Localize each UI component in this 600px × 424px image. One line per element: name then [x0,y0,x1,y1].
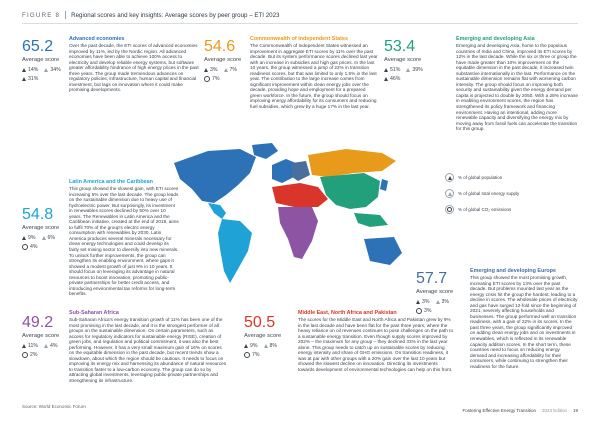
region-body: The Commonwealth of Independent States witnessed an improvement in aggregate ETI scores by 11% over the past decade. But its system performance scores declined last year with an increase in subsidies and high gas prices. In the last 10 years, the group witnessed a jump of 22% in transition readiness scores, but that was limited to only 1.5% in the last year. The contribution to the large increase comes from significant improvement within clean energy jobs over the decade, providing hope and employment for a prepared green workforce. In the future, the group should focus on improving energy affordability for its consumers and reducing fuel subsidies, which grew by a huge 17% in the last year. [250,43,378,110]
header-rule [22,23,578,24]
energy-supply-icon [224,68,228,72]
metrics-row [22,244,64,250]
co2-icon [22,77,26,81]
metric-energy-supply: 39% [412,67,423,73]
population-icon [22,344,26,348]
metric-co2: 46% [390,76,401,82]
energy-supply-icon [436,300,440,304]
figure-title: Regional scores and key insights: Average scores by peer group – ETI 2023 [71,11,280,19]
region-title: Middle East, North Africa and Pakistan [298,310,397,316]
metrics-row [416,299,458,305]
energy-supply-icon [44,344,48,348]
score-value: 49.2 [22,314,54,331]
metric-population: 51% [390,67,401,73]
metric-population: 14% [28,67,39,73]
population-icon [445,173,454,182]
source-note: Source: World Economic Forum [22,404,86,409]
co2-icon [204,76,210,82]
region-title: Sub-Saharan Africa [69,310,119,316]
figure-header [22,9,279,21]
legend-population [445,173,519,182]
metric-population: 9% [28,235,36,241]
map-asia [320,173,380,209]
region-title: Advanced economies [69,36,125,42]
map-cis [308,149,396,177]
metrics-row [244,352,288,358]
score-value: 50.5 [244,314,276,331]
energy-supply-icon [42,236,46,240]
score-panel-commonwealth [204,39,246,82]
metrics-row [22,235,64,241]
co2-icon [244,352,250,358]
average-score-label: Average score [22,57,60,63]
region-title: Emerging and developing Europe [470,268,556,274]
population-icon [384,68,388,72]
energy-supply-icon [264,344,268,348]
map-south-america [218,219,252,283]
co2-icon [22,352,28,358]
metric-co2: 31% [28,76,39,82]
map-north-america [174,149,256,203]
map-japan [380,179,388,191]
metrics-row [22,343,66,349]
co2-emissions-icon [445,205,454,214]
score-panel-mena [244,315,288,358]
metric-co2: 7% [212,76,220,82]
map-sub-saharan-africa [278,207,318,259]
energy-supply-icon [406,68,410,72]
score-panel-asia [384,39,428,82]
energy-supply-icon [445,189,454,198]
average-score-label: Average score [244,333,282,339]
legend-energy-supply [445,189,519,198]
metric-co2: 4% [30,244,38,250]
population-icon [204,68,208,72]
region-body: Emerging and developing Asia, home to the populous countries of India and China, improved its ETI scores by 12% in the last decade. While the six or three or group the have made greater than 10% improvement on the equitable dimension in the past decade, it increased twin substantive internationally in the last. Performance on the sustainable dimension remains flat with worsening carbon intensity. The group should focus on improving both security and sustainability given the energy demand per capita is projected to double by 2050. With a 28% increase in enabling environment scores, the region has strengthened its policy framework and financing environment. Having an intentional, adding more renewable capacity and diversifying the energy mix by moving away from fossil fuels can accelerate the transition for this group. [456,43,578,132]
metric-energy-supply: 8% [269,343,277,349]
metric-energy-supply: 34% [50,67,61,73]
region-advanced [69,36,199,93]
metric-population: 3% [422,299,430,305]
metric-population: 11% [28,343,38,349]
map-legend [445,173,519,214]
metrics-row [204,76,246,82]
co2-icon [22,244,28,250]
score-value: 54.8 [22,206,54,223]
map-central-america [208,203,226,219]
population-icon [244,344,248,348]
score-value: 54.6 [204,38,236,55]
map-eastern-europe [292,161,310,181]
score-panel-latam [22,207,64,250]
region-asia [456,36,578,132]
metrics-row [22,67,66,73]
score-value: 65.2 [22,38,54,55]
region-body: This group showed the slowest gain, with ETI scores increasing 5% over the last decade. The group leads on the sustainable dimension due to heavy use of hydroelectric power. But surprisingly, its investment in renewables scores declined by 50% over 10 years. The Renewables in Latin America and the Caribbean initiative, created at the end of 2019, aims to fulfil 70% of the group's electric energy consumption with renewables by 2030. Latin America produces several minerals necessary for clean energy technologies and could develop its fairly set mining sector to diversify into new minerals. To unlock further improvements, the group can strengthen its enabling environment, where gaps it showed a modest growth of just 9% in 10 years. It should focus on leveraging its advantage in natural resources to boost innovation, promoting public-private partnerships for better credit access, and introducing environmental tax reforms for long-term benefits. [69,186,179,297]
metrics-row [204,67,246,73]
legend-label: % of global total energy supply [458,191,520,196]
map-southeast-asia [354,213,388,227]
population-icon [22,236,26,240]
energy-supply-icon [44,68,48,72]
metric-energy-supply: 7% [229,67,237,73]
metric-energy-supply: 4% [50,343,58,349]
world-map [168,143,408,293]
metric-co2: 7% [252,352,260,358]
metric-co2: 2% [30,352,38,358]
score-value: 57.7 [416,270,448,287]
legend-co2-emissions [445,205,519,214]
score-panel-ssa [22,315,66,358]
metric-population: 9% [250,343,258,349]
population-icon [416,300,420,304]
region-body: Sub-Saharan Africa's energy transition growth of 11% has been one of the most promising in the last decade, and it is the strongest performer of all groups on the sustainable dimension. On certain parameters, such as access for regulatory indicators for sustainable energy (RISE), creation of green jobs, and regulation and political commitment, it was also the best performing. However, it has a very small maximum gain of 16% on scores on the equitable dimension in the past decade, but recent trends show a slowdown, about which the region should be cautious. It needs to focus on improving its energy mix and harnessing its abundance of natural resources to transition faster to a low-carbon economy. The group can do so by attracting global investments, leveraging public-private partnerships and strengthening its infrastructure. [69,317,227,384]
metric-energy-supply: 3% [441,299,449,305]
region-mena [298,310,454,372]
region-title: Commonwealth of Independent States [250,36,348,42]
average-score-label: Average score [204,57,242,63]
co2-icon [384,77,388,81]
score-panel-europe [416,271,458,314]
legend-label: % of global CO₂ emissions [458,207,512,212]
score-panel-advanced [22,39,66,82]
region-europe [470,268,578,369]
average-score-label: Average score [416,289,454,295]
metrics-row [384,76,428,82]
metric-co2: 3% [424,308,432,314]
metrics-row [384,67,428,73]
score-value: 53.4 [384,38,416,55]
metric-population: 3% [210,67,218,73]
average-score-label: Average score [22,225,60,231]
region-title: Emerging and developing Asia [456,36,535,42]
region-body: Over the past decade, the ETI scores of advanced economies improved by 11%, led by the Nordic region. All advanced economies have been able to achieve 100% access to electricity and develop reliable energy systems, but software greater affordability hindrance of high energy prices in the past three years. The group made tremendous advances on regulatory policies, infrastructure, human capital and financial investment, but lags on innovation where it could make promising developments. [69,43,199,93]
legend-label: % of global population [458,175,503,180]
metrics-row [22,352,66,358]
region-commonwealth [250,36,378,110]
map-greenland [252,143,278,159]
region-title: Latin America and the Caribbean [69,179,153,185]
region-body: The scores for the Middle East and North Africa and Pakistan grew by 9% in the last decade and have been flat for the past three years, where the heavy reliance on oil revenues continues to pose challenges on the path to a sustainable energy transition. Even though supply scores improved by 202% – the maximum for any group – they declined 33% in the last year alone. This group needs to catch up on sustainable scores by reducing energy intensity and share of GHG emissions. On transition readiness, it was at par with other groups with a 20% gain over the last 10 years but showed the slowest decline on innovation. Directing its investments towards development of environmental technologies can help on this front. [298,317,454,372]
header-divider [65,11,66,19]
population-icon [22,68,26,72]
region-latam [69,179,179,297]
report-edition: 2023 Edition [541,408,567,413]
metric-energy-supply: 6% [47,235,55,241]
average-score-label: Average score [22,333,60,339]
page-footer [463,408,579,413]
map-mena [272,183,328,207]
page-number: 19 [572,408,578,413]
region-ssa [69,310,227,384]
metrics-row [22,76,66,82]
map-australia [364,237,402,265]
average-score-label: Average score [384,57,422,63]
report-title: Fostering Effective Energy Transition [462,408,536,413]
region-body: This group showed the most promising growth, increasing ETI scores by 13% over the past decade. But problems mounted last year as the energy crisis hit the group the hardest, leading to a decline in scores. The wholesale prices of electricity and gas have surged 12-fold since the beginning of 2021, severely affecting households and businesses. The group performed well on transition readiness, with a gain of 22% in its scores. In the past three years, the group significantly improved on adding clean energy jobs and on investments in renewables, which is reflected in its renewable capacity addition scores. In the short term, these countries need to focus on reducing energy demand and increasing affordability for their consumers, while continuing to strengthen their readiness for the future. [470,275,578,369]
metrics-row [244,343,288,349]
figure-label: FIGURE 8 [22,11,61,19]
